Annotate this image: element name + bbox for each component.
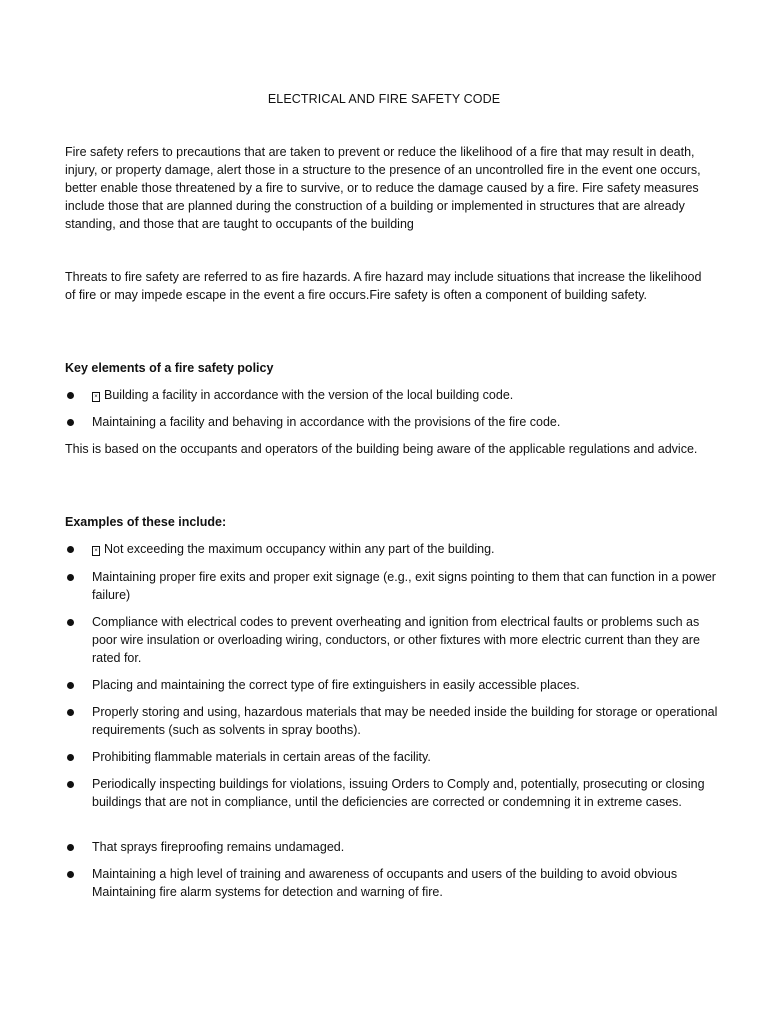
bullet-dot-icon	[67, 419, 74, 426]
list-item-text: Properly storing and using, hazardous materials that may be needed inside the building for storage or operational requirements (such as solvents in spray booths).	[92, 705, 718, 737]
list-item-text: Maintaining a facility and behaving in accordance with the provisions of the fire code.	[92, 415, 561, 429]
list-item-text: × Not exceeding the maximum occupancy within any part of the building.	[92, 541, 720, 559]
list-item-text: × Building a facility in accordance with the version of the local building code.	[92, 387, 720, 405]
threats-paragraph: Threats to fire safety are referred to as fire hazards. A fire hazard may include situations that increase the likelihood of fire or may impede escape in the event a fire occurs.Fire safety is often a component of building safety.	[65, 270, 702, 302]
based-on-paragraph: This is based on the occupants and operators of the building being aware of the applicable regulations and advice.	[65, 442, 698, 456]
list-item-text: Maintaining a high level of training and awareness of occupants and users of the building to avoid obvious Maintaining fire alarm systems for detection and warning of fire.	[92, 867, 678, 899]
list-item-text: Maintaining proper fire exits and proper exit signage (e.g., exit signs pointing to them that can function in a power failure)	[92, 570, 716, 602]
list-item-text: Periodically inspecting buildings for violations, issuing Orders to Comply and, potentially, prosecuting or closing buildings that are not in compliance, until the deficiencies are corrected or condemning it in extreme cases.	[92, 777, 705, 809]
bullet-dot-icon	[67, 574, 74, 581]
list-item-text: Placing and maintaining the correct type of fire extinguishers in easily accessible places.	[92, 678, 580, 692]
bullet-dot-icon	[67, 754, 74, 761]
bullet-dot-icon	[67, 619, 74, 626]
list-item-text: Prohibiting flammable materials in certain areas of the facility.	[92, 750, 431, 764]
bullet-dot-icon	[67, 392, 74, 399]
intro-paragraph: Fire safety refers to precautions that are taken to prevent or reduce the likelihood of a fire that may result in death, injury, or property damage, alert those in a structure to the presence of an uncontrolled fire in the event one occurs, better enable those threatened by a fire to survive, or to reduce the damage caused by a fire. Fire safety measures include those that are planned during the construction of a building or implemented in structures that are already standing, and those that are taught to occupants of the building	[65, 145, 701, 231]
bullet-dot-icon	[67, 844, 74, 851]
bullet-dot-icon	[67, 682, 74, 689]
boxed-x-icon: ×	[92, 546, 100, 556]
list-item-text: Compliance with electrical codes to prevent overheating and ignition from electrical faults or problems such as poor wire insulation or overloading wiring, conductors, or other fixtures with more electric current than they are rated for.	[92, 615, 700, 665]
examples-heading: Examples of these include:	[65, 515, 227, 529]
list-item-text: That sprays fireproofing remains undamaged.	[92, 840, 345, 854]
bullet-dot-icon	[67, 781, 74, 788]
bullet-dot-icon	[67, 871, 74, 878]
key-elements-heading: Key elements of a fire safety policy	[65, 361, 274, 375]
bullet-dot-icon	[67, 709, 74, 716]
boxed-x-icon: ×	[92, 392, 100, 402]
document-title: ELECTRICAL AND FIRE SAFETY CODE	[267, 92, 501, 106]
bullet-dot-icon	[67, 546, 74, 553]
